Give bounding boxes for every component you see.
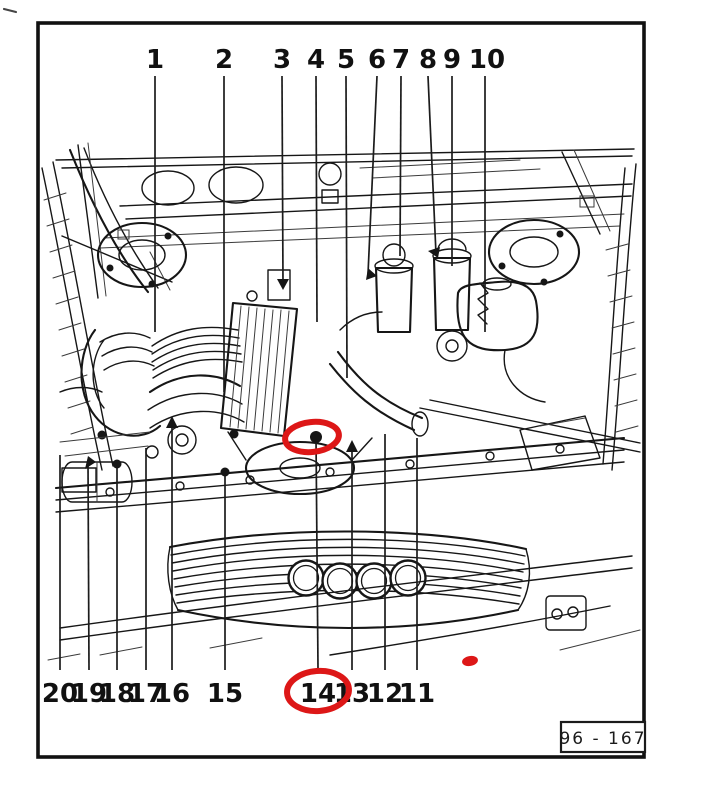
intake-manifold: [148, 375, 244, 454]
radiator-hose: [330, 283, 488, 436]
front-grille: [168, 531, 530, 628]
left-strut-tower: [98, 223, 186, 288]
callout-label-10: 10: [468, 45, 506, 75]
callout-label-17: 17: [127, 679, 165, 709]
callout-label-12: 12: [366, 679, 404, 709]
reference-box: [559, 722, 646, 752]
callout-label-3: 3: [272, 45, 292, 75]
coolant-tank: [457, 278, 545, 402]
callout-label-7: 7: [391, 45, 411, 75]
callout-label-16: 16: [153, 679, 191, 709]
arrowhead-8: [428, 247, 440, 258]
leader-3: [282, 76, 283, 284]
callout-label-19: 19: [70, 679, 108, 709]
scan-artifacts: [4, 9, 16, 12]
leader-6: [368, 76, 377, 274]
callout-label-18: 18: [98, 679, 136, 709]
callout-label-15: 15: [206, 679, 244, 709]
audi-rings-logo: [289, 561, 426, 599]
engine-bay-drawing: [42, 143, 640, 660]
callout-label-1: 1: [145, 45, 165, 75]
callout-label-14: 14: [299, 679, 337, 709]
diagram-frame: [38, 23, 647, 757]
callout-label-11: 11: [398, 679, 436, 709]
red-dot-mark: [461, 655, 478, 668]
reference-number: 96 - 167: [559, 729, 647, 749]
leader-4: [316, 76, 317, 322]
callout-label-9: 9: [442, 45, 462, 75]
callout-label-5: 5: [336, 45, 356, 75]
callout-label-8: 8: [418, 45, 438, 75]
cowl-area: [56, 149, 634, 248]
end-dot-18: [113, 460, 122, 469]
callout-label-2: 2: [214, 45, 234, 75]
right-strut-tower: [489, 196, 594, 286]
arrowhead-19: [85, 456, 96, 469]
arrowhead-13: [346, 440, 358, 452]
callout-label-6: 6: [367, 45, 387, 75]
end-dot-14: [310, 431, 322, 443]
end-dot-15: [221, 468, 230, 477]
leader-5: [346, 76, 347, 378]
callout-label-4: 4: [306, 45, 326, 75]
callout-label-13: 13: [333, 679, 371, 709]
leader-19: [88, 462, 89, 670]
air-intake: [60, 330, 160, 436]
arrowhead-3: [277, 279, 289, 290]
leader-7: [400, 76, 401, 256]
callout-label-20: 20: [41, 679, 79, 709]
callout-numbers: [42, 45, 505, 709]
